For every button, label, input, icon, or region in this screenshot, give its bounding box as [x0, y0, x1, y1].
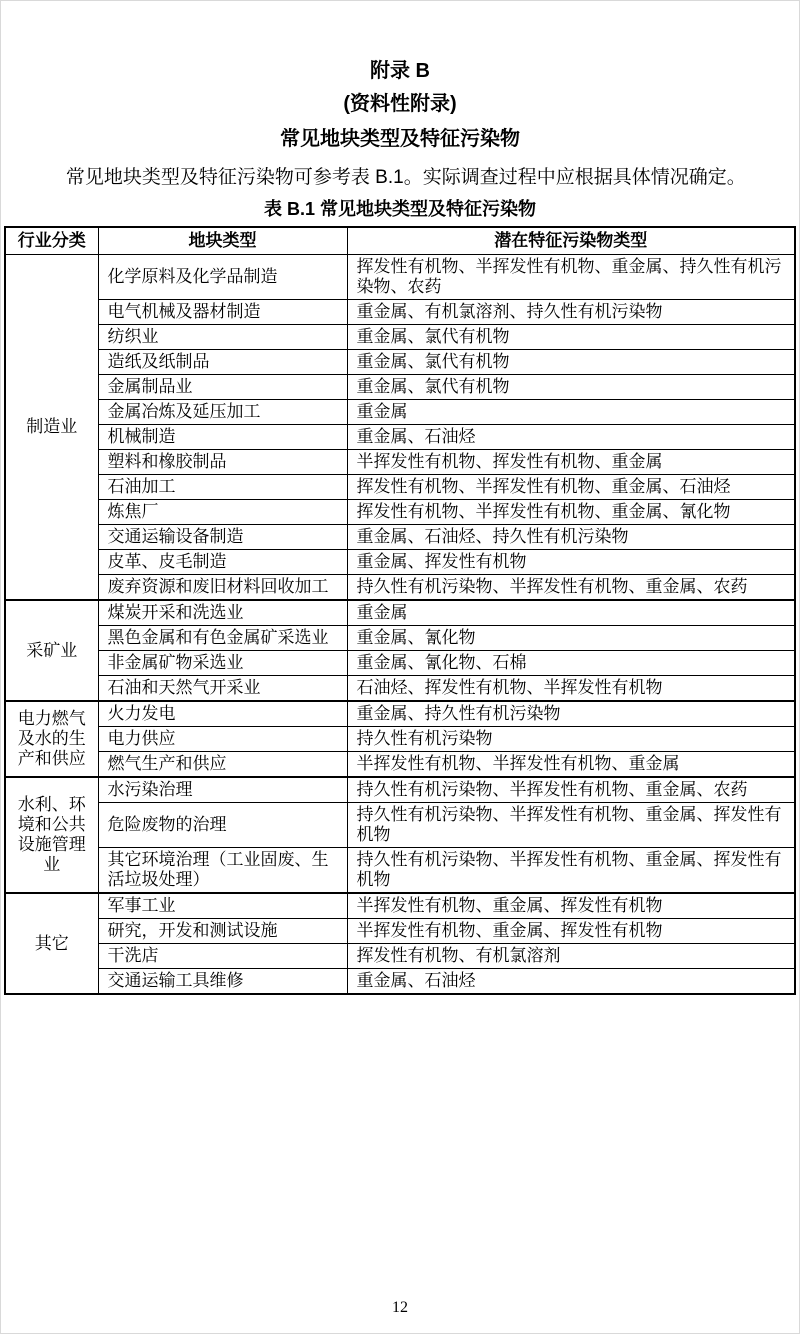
table-row: [5, 575, 795, 601]
site-type-cell: 干洗店: [98, 944, 347, 969]
table-row: [5, 676, 795, 702]
table-row: [5, 525, 795, 550]
table-row: [5, 803, 795, 848]
table-row: [5, 475, 795, 500]
site-type-cell: 塑料和橡胶制品: [98, 450, 347, 475]
site-type-cell: 机械制造: [98, 425, 347, 450]
table-caption: 表 B.1 常见地块类型及特征污染物: [263, 199, 536, 219]
page-number: 12: [392, 1299, 408, 1316]
table-row: [5, 300, 795, 325]
table-row: [5, 425, 795, 450]
pollutants-cell: 半挥发性有机物、挥发性有机物、重金属: [347, 450, 795, 475]
header-site-type: 地块类型: [98, 227, 347, 255]
pollutants-cell: 持久性有机污染物、半挥发性有机物、重金属、农药: [347, 575, 795, 601]
site-type-cell: 危险废物的治理: [98, 803, 347, 848]
site-type-cell: 水污染治理: [98, 777, 347, 803]
site-type-cell: 火力发电: [98, 701, 347, 727]
site-type-cell: 石油和天然气开采业: [98, 676, 347, 702]
pollutant-table: [4, 226, 796, 995]
pollutants-cell: 挥发性有机物、半挥发性有机物、重金属、石油烃: [347, 475, 795, 500]
header-pollutant-type: 潜在特征污染物类型: [347, 227, 795, 255]
table-row: [5, 600, 795, 626]
site-type-cell: 皮革、皮毛制造: [98, 550, 347, 575]
site-type-cell: 其它环境治理（工业固废、生活垃圾处理）: [98, 848, 347, 894]
site-type-cell: 电气机械及器材制造: [98, 300, 347, 325]
pollutants-cell: 重金属、石油烃: [347, 969, 795, 995]
site-type-cell: 非金属矿物采选业: [98, 651, 347, 676]
site-type-cell: 金属冶炼及延压加工: [98, 400, 347, 425]
pollutants-cell: 半挥发性有机物、重金属、挥发性有机物: [347, 893, 795, 919]
pollutants-cell: 重金属、挥发性有机物: [347, 550, 795, 575]
pollutants-cell: 持久性有机污染物: [347, 727, 795, 752]
appendix-subtitle: (资料性附录): [343, 93, 457, 115]
site-type-cell: 研究，开发和测试设施: [98, 919, 347, 944]
pollutants-cell: 重金属、氰化物、石棉: [347, 651, 795, 676]
pollutants-cell: 重金属: [347, 600, 795, 626]
pollutants-cell: 挥发性有机物、有机氯溶剂: [347, 944, 795, 969]
table-row: [5, 944, 795, 969]
table-row: [5, 727, 795, 752]
table-row: [5, 450, 795, 475]
pollutants-cell: 挥发性有机物、半挥发性有机物、重金属、持久性有机污染物、农药: [347, 255, 795, 300]
site-type-cell: 造纸及纸制品: [98, 350, 347, 375]
site-type-cell: 金属制品业: [98, 375, 347, 400]
pollutants-cell: 重金属、氯代有机物: [347, 375, 795, 400]
table-row: [5, 893, 795, 919]
table-row: [5, 550, 795, 575]
table-row: [5, 651, 795, 676]
pollutant-table-body: [5, 255, 795, 995]
appendix-title: 附录 B: [370, 60, 430, 82]
site-type-cell: 军事工业: [98, 893, 347, 919]
industry-cell: 其它: [5, 893, 98, 994]
pollutants-cell: 挥发性有机物、半挥发性有机物、重金属、氰化物: [347, 500, 795, 525]
table-row: [5, 255, 795, 300]
table-row: [5, 626, 795, 651]
table-row: [5, 701, 795, 727]
site-type-cell: 黑色金属和有色金属矿采选业: [98, 626, 347, 651]
pollutants-cell: 重金属、石油烃: [347, 425, 795, 450]
pollutants-cell: 重金属: [347, 400, 795, 425]
site-type-cell: 纺织业: [98, 325, 347, 350]
table-row: [5, 400, 795, 425]
site-type-cell: 石油加工: [98, 475, 347, 500]
pollutants-cell: 重金属、氰化物: [347, 626, 795, 651]
pollutants-cell: 重金属、持久性有机污染物: [347, 701, 795, 727]
table-row: [5, 848, 795, 894]
site-type-cell: 煤炭开采和洗选业: [98, 600, 347, 626]
site-type-cell: 交通运输工具维修: [98, 969, 347, 995]
pollutants-cell: 半挥发性有机物、半挥发性有机物、重金属: [347, 752, 795, 778]
table-row: [5, 969, 795, 995]
pollutants-cell: 重金属、有机氯溶剂、持久性有机污染物: [347, 300, 795, 325]
pollutants-cell: 持久性有机污染物、半挥发性有机物、重金属、农药: [347, 777, 795, 803]
table-header-row: [5, 227, 795, 255]
site-type-cell: 交通运输设备制造: [98, 525, 347, 550]
table-row: [5, 500, 795, 525]
pollutants-cell: 半挥发性有机物、重金属、挥发性有机物: [347, 919, 795, 944]
industry-cell: 制造业: [5, 255, 98, 601]
site-type-cell: 炼焦厂: [98, 500, 347, 525]
industry-cell: 电力燃气及水的生产和供应: [5, 701, 98, 777]
industry-cell: 采矿业: [5, 600, 98, 701]
intro-paragraph: 常见地块类型及特征污染物可参考表 B.1。实际调查过程中应根据具体情况确定。: [65, 167, 746, 188]
table-row: [5, 752, 795, 778]
table-row: [5, 375, 795, 400]
pollutants-cell: 持久性有机污染物、半挥发性有机物、重金属、挥发性有机物: [347, 848, 795, 894]
table-row: [5, 777, 795, 803]
pollutants-cell: 重金属、氯代有机物: [347, 350, 795, 375]
pollutants-cell: 持久性有机污染物、半挥发性有机物、重金属、挥发性有机物: [347, 803, 795, 848]
pollutants-cell: 石油烃、挥发性有机物、半挥发性有机物: [347, 676, 795, 702]
table-row: [5, 919, 795, 944]
table-row: [5, 350, 795, 375]
header-industry-category: 行业分类: [5, 227, 98, 255]
site-type-cell: 燃气生产和供应: [98, 752, 347, 778]
site-type-cell: 电力供应: [98, 727, 347, 752]
site-type-cell: 废弃资源和废旧材料回收加工: [98, 575, 347, 601]
industry-cell: 水利、环境和公共设施管理业: [5, 777, 98, 893]
appendix-heading: 常见地块类型及特征污染物: [280, 128, 520, 150]
table-row: [5, 325, 795, 350]
site-type-cell: 化学原料及化学品制造: [98, 255, 347, 300]
pollutants-cell: 重金属、石油烃、持久性有机污染物: [347, 525, 795, 550]
pollutants-cell: 重金属、氯代有机物: [347, 325, 795, 350]
